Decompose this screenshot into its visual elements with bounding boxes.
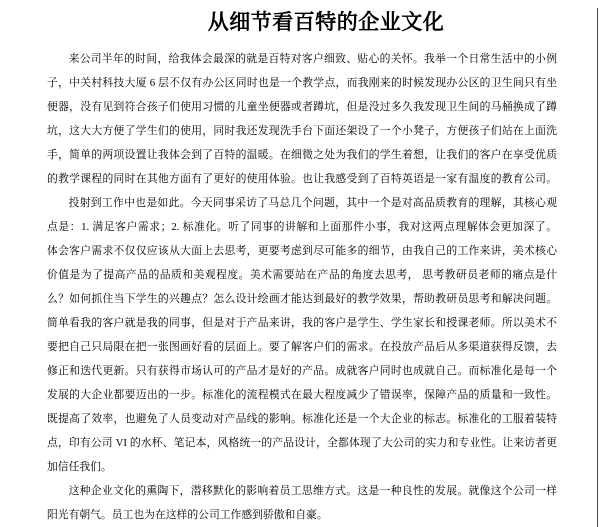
body-line: 体会客户需求不仅仅应该从大面上去思考，更要考虑到尽可能多的细节，由我自己的工作来讲，美术核心 [47, 245, 557, 257]
body-line: 点是：1. 满足客户需求；2. 标准化。听了同事的讲解和上面那件小事，我对这两点理解体会更加深了。 [47, 221, 557, 233]
paragraph-3 [47, 479, 557, 527]
body-line: 来公司半年的时间，给我体会最深的就是百特对客户细致、贴心的关怀。我举一个日常生活中的小例 [68, 53, 557, 65]
document-page [47, 9, 557, 527]
body-line: 要把自己只局限在把一张图画好看的层面上。要了解客户们的需求。在投放产品后从多渠道获得反馈，去 [47, 341, 557, 353]
document-title: 从细节看百特的企业文化 [207, 11, 445, 34]
body-line: 这种企业文化的熏陶下，潜移默化的影响着员工思维方式。这是一种良性的发展。就像这个公司一样 [68, 485, 557, 497]
body-line: 加信任我们。 [47, 461, 112, 473]
paragraph-1 [47, 47, 557, 191]
body-line: 投射到工作中也是如此。今天同事采访了马总几个问题，其中一个是对高品质教育的理解，其核心观 [68, 197, 557, 209]
body-line: 子，中关村科技大厦 6 层不仅有办公区同时也是一个教学点，而我刚来的时候发现办公区的卫生间只有坐 [47, 77, 557, 89]
body-line: 阳光有朝气。员工也为在这样的公司工作感到骄傲和自豪。 [47, 509, 328, 521]
body-line: 既提高了效率，也避免了人员变动对产品线的影响。标准化还是一个大企业的标志。标准化的工服着装特 [47, 413, 557, 425]
body-line: 便器，没有见到符合孩子们使用习惯的儿童坐便器或者蹲坑，但是没过多久我发现卫生间的马桶换成了蹲 [47, 101, 557, 113]
body-line: 价值是为了提高产品的品质和美观程度。美术需要站在产品的角度去思考， 思考教研员老师的痛点是什 [47, 269, 557, 281]
body-line: 修正和迭代更新。只有获得市场认可的产品才是好的产品。成就客户同时也成就自己。而标准化是每一个 [47, 365, 557, 377]
body-line: 发展的大企业都要迈出的一步。标准化的流程模式在最大程度减少了错误率，保障产品的质量和一致性。 [47, 389, 557, 401]
body-line: 的教学课程的同时在其他方面有了更好的使用体验。也让我感受到了百特英语是一家有温度的教育公司。 [47, 173, 557, 185]
body-line: 简单看我的客户就是我的同事，但是对于产品来讲，我的客户是学生、学生家长和授课老师。所以美术不 [47, 317, 557, 329]
body-line: 么？如何抓住当下学生的兴趣点？怎么设计绘画才能达到最好的教学效果，帮助教研员思考和解决问题。 [47, 293, 557, 305]
body-line: 手，简单的两项设置让我体会到了百特的温暖。在细微之处为我们的学生着想，让我们的客户在享受优质 [47, 149, 557, 161]
body-line: 点，印有公司 VI 的水杯、笔记本，风格统一的产品设计，全都体现了大公司的实力和专业性。让来访者更 [47, 437, 557, 449]
body-line: 坑，这大大方便了学生们的使用，同时我还发现洗手台下面还架设了一个小凳子，方便孩子们站在上面洗 [47, 125, 557, 137]
paragraph-2 [47, 191, 557, 479]
page-edge-line [597, 8, 598, 527]
